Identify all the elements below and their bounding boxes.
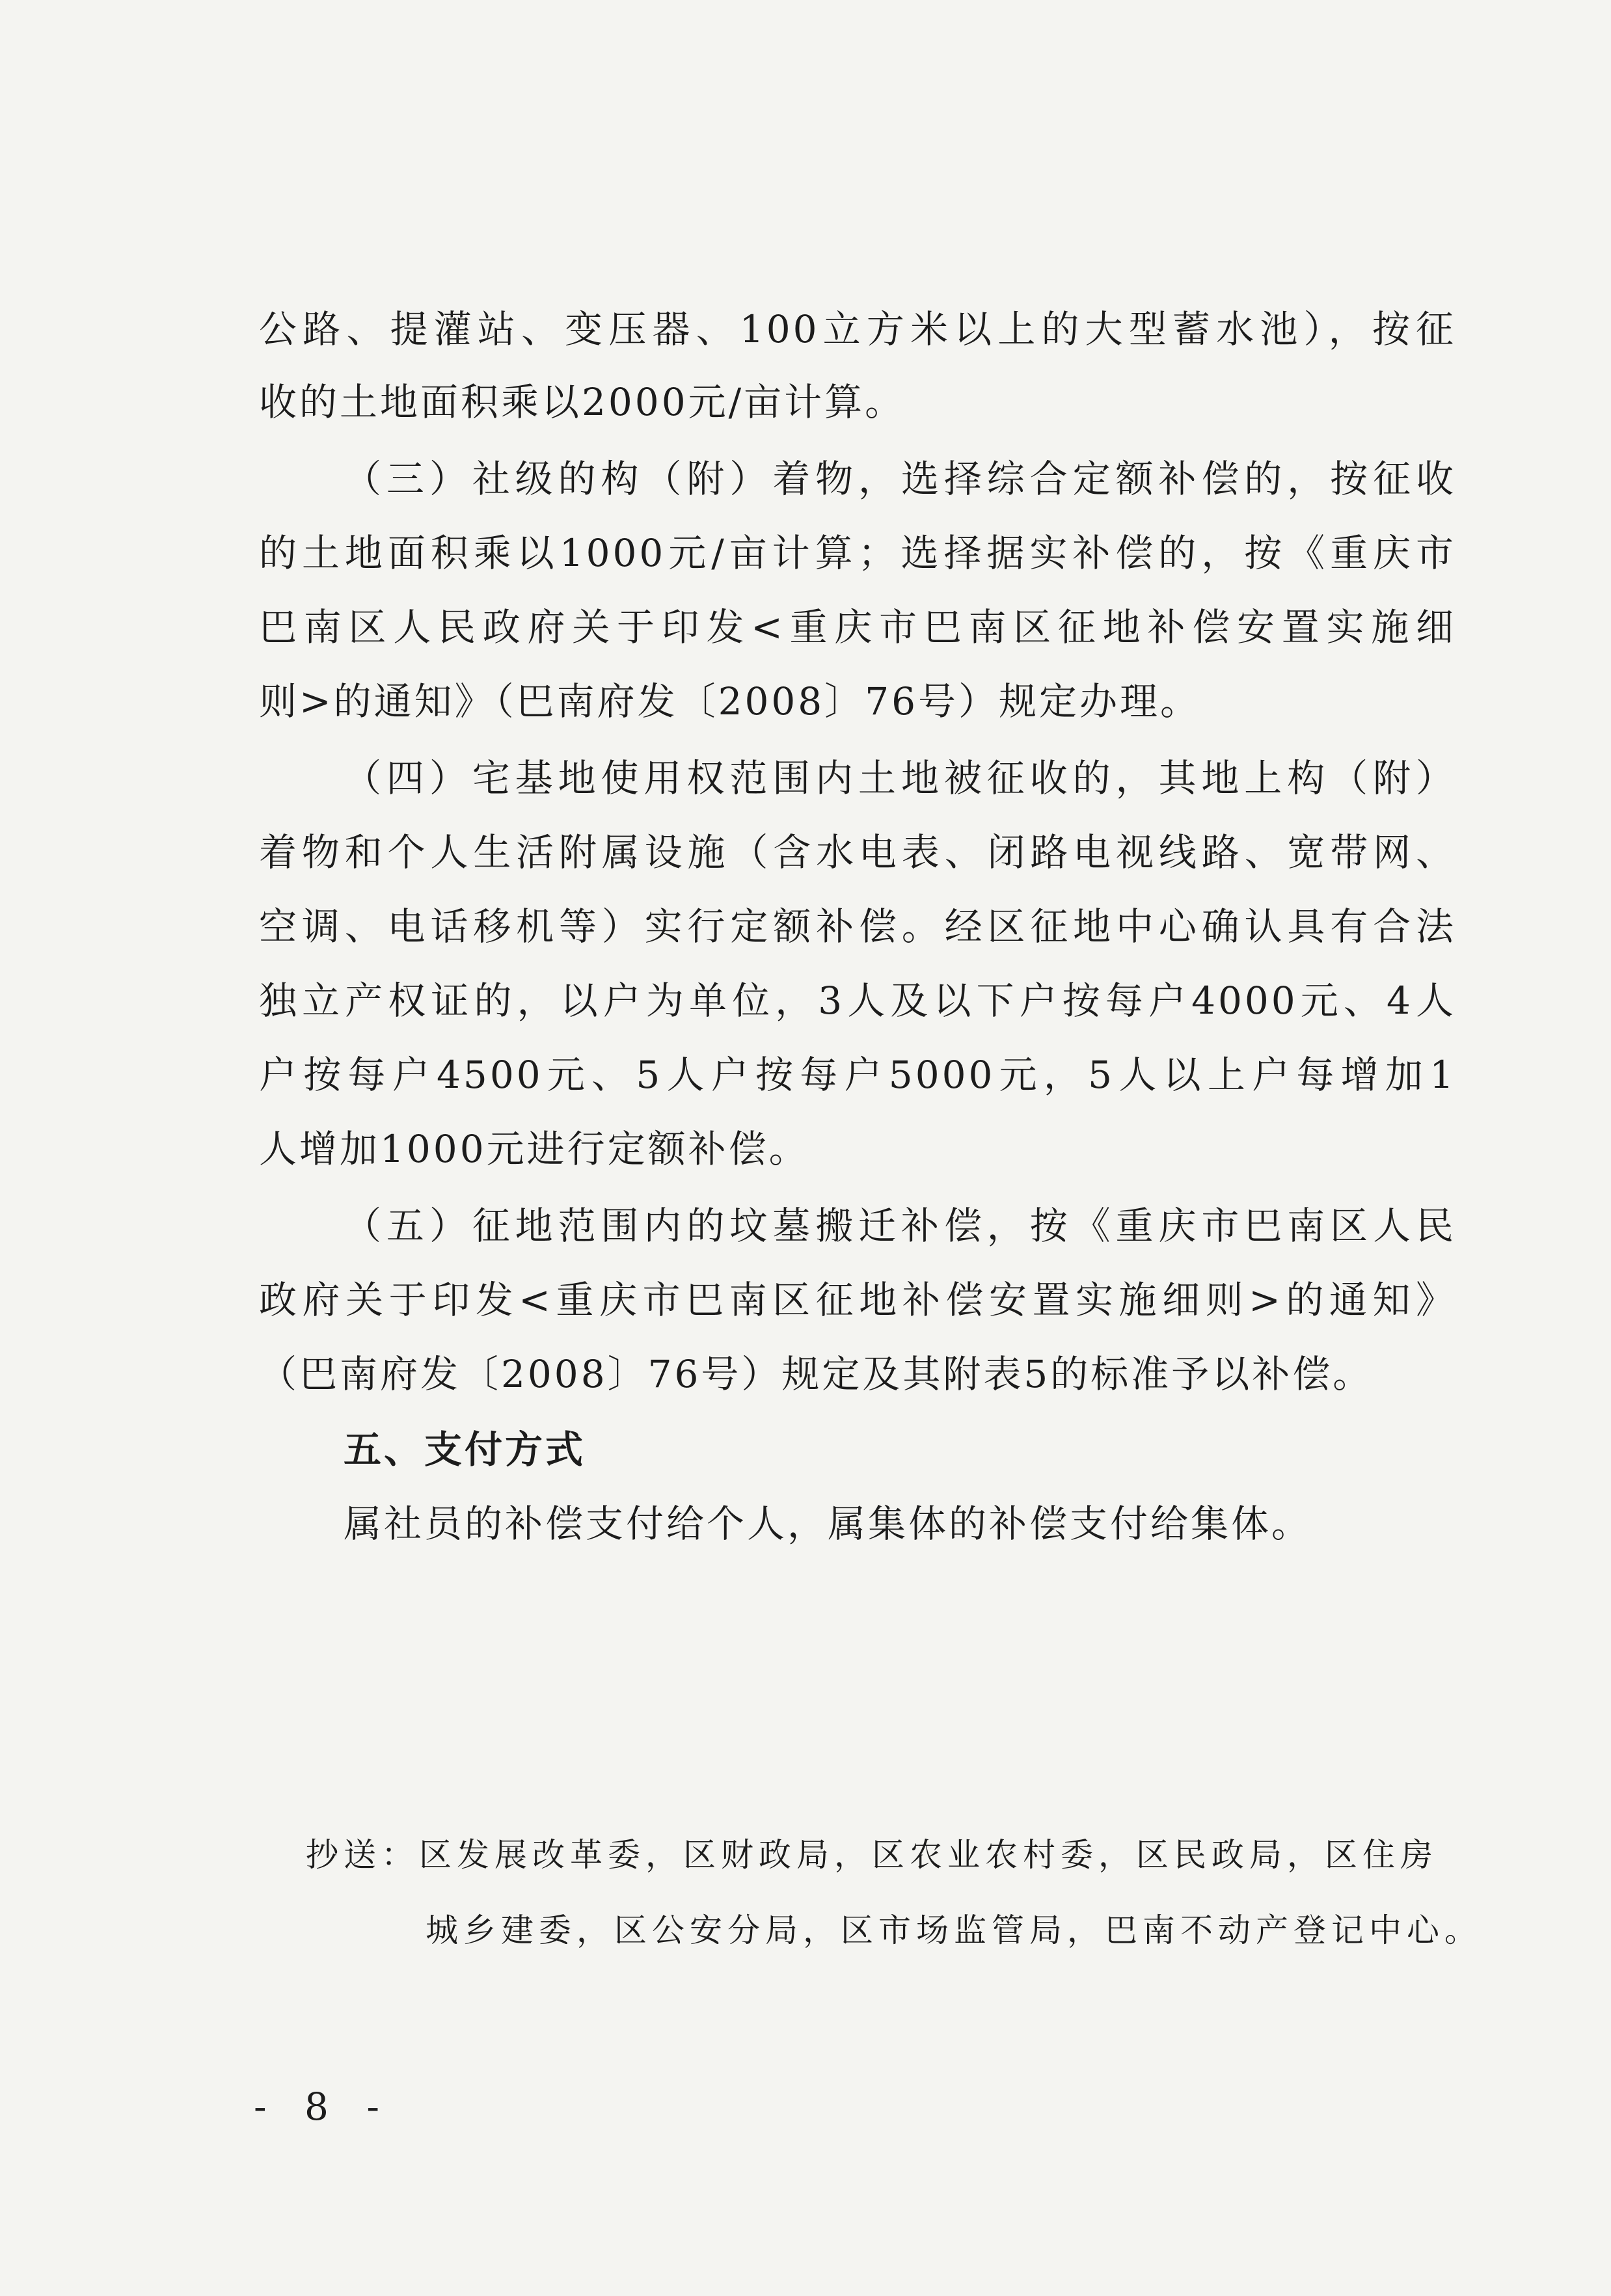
section-heading: 五、支付方式 — [344, 1427, 586, 1472]
paragraph-line: （五）征地范围内的坟墓搬迁补偿，按《重庆市巴南区人民 — [344, 1204, 1456, 1248]
paragraph-line: 收的土地面积乘以2000元/亩计算。 — [259, 380, 906, 424]
paragraph-line: 则>的通知》（巴南府发〔2008〕76号）规定办理。 — [259, 679, 1201, 723]
cc-line-1: 抄送：区发展改革委，区财政局，区农业农村委，区民政局，区住房 — [306, 1836, 1438, 1874]
paragraph-line: 着物和个人生活附属设施（含水电表、闭路电视线路、宽带网、 — [259, 830, 1456, 874]
paragraph-line: 空调、电话移机等）实行定额补偿。经区征地中心确认具有合法 — [259, 904, 1456, 949]
section-text: 属社员的补偿支付给个人，属集体的补偿支付给集体。 — [344, 1502, 1312, 1546]
paragraph-line: （三）社级的构（附）着物，选择综合定额补偿的，按征收 — [344, 457, 1456, 501]
paragraph-line: 人增加1000元进行定额补偿。 — [259, 1127, 809, 1171]
paragraph-line: 的土地面积乘以1000元/亩计算；选择据实补偿的，按《重庆市 — [259, 531, 1456, 575]
paragraph-line: （四）宅基地使用权范围内土地被征收的，其地上构（附） — [344, 756, 1456, 800]
paragraph-line: 独立产权证的，以户为单位，3人及以下户按每户4000元、4人 — [259, 979, 1456, 1023]
paragraph-line: 巴南区人民政府关于印发<重庆市巴南区征地补偿安置实施细 — [259, 605, 1456, 649]
cc-line-2: 城乡建委，区公安分局，区市场监管局，巴南不动产登记中心。 — [426, 1911, 1482, 1949]
paragraph-line: 公路、提灌站、变压器、100立方米以上的大型蓄水池），按征 — [259, 307, 1456, 351]
page-number: - 8 - — [254, 2085, 392, 2129]
paragraph-line: 政府关于印发<重庆市巴南区征地补偿安置实施细则>的通知》 — [259, 1278, 1456, 1322]
paragraph-line: 户按每户4500元、5人户按每户5000元，5人以上户每增加1 — [259, 1053, 1456, 1097]
paragraph-line: （巴南府发〔2008〕76号）规定及其附表5的标准予以补偿。 — [259, 1352, 1374, 1396]
